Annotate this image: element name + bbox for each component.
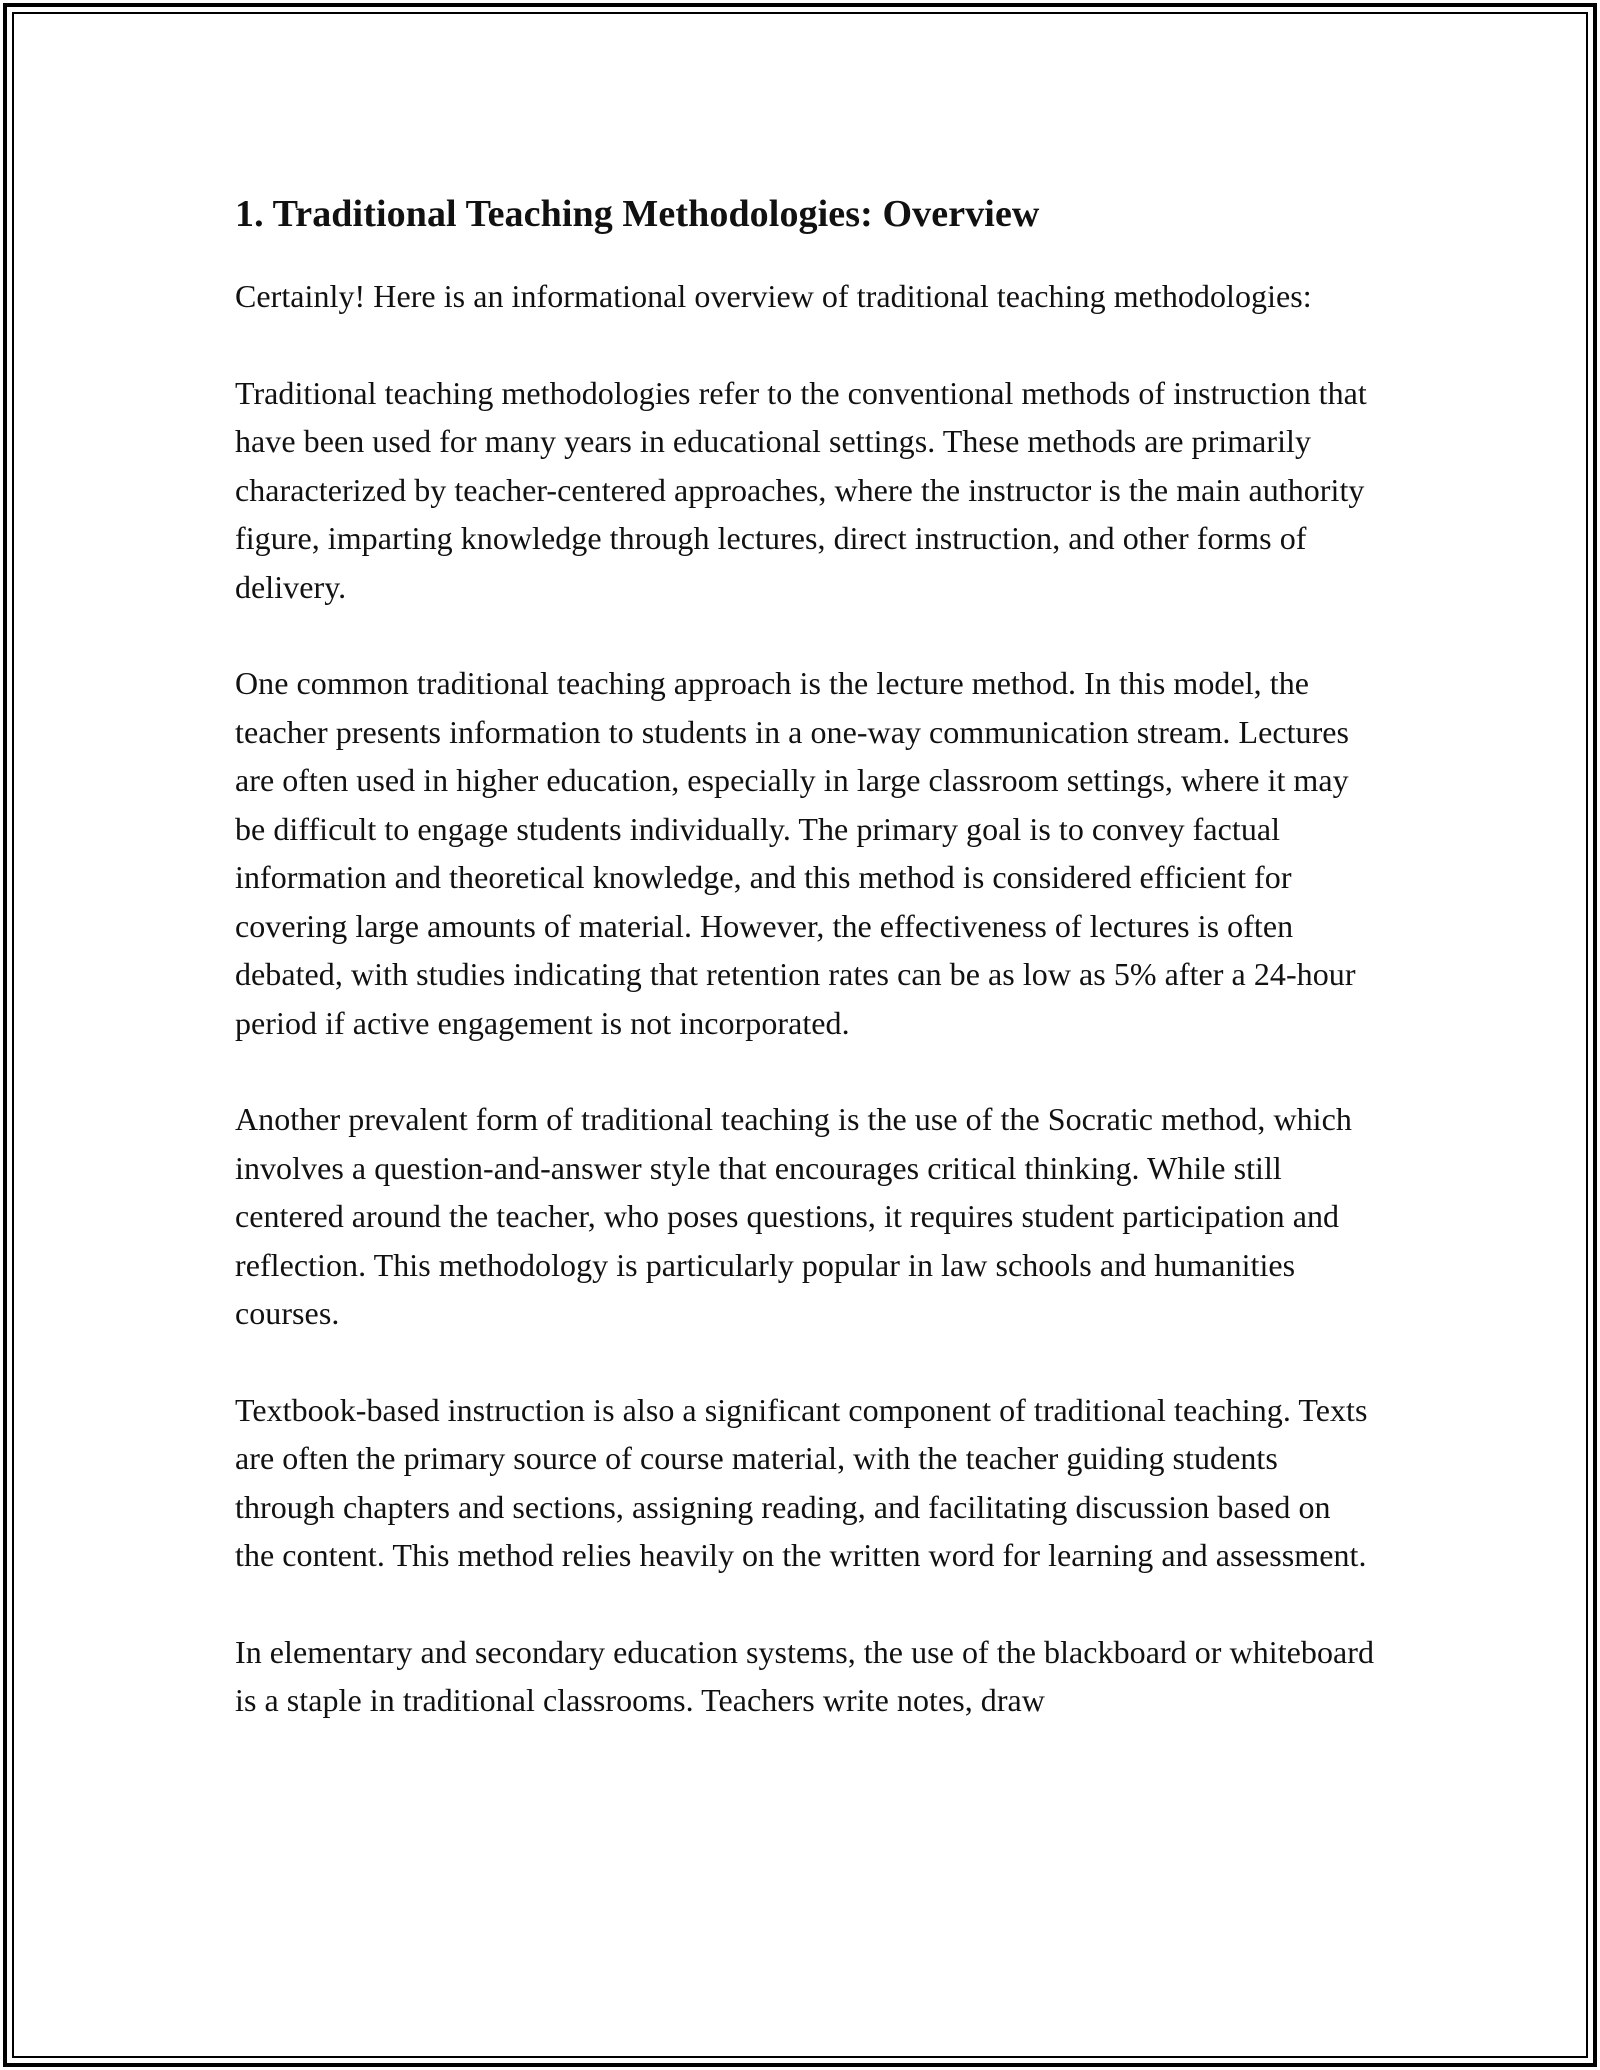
- section-heading: 1. Traditional Teaching Methodologies: Overview: [235, 193, 1040, 235]
- paragraph-lecture-method: One common traditional teaching approach is the lecture method. In this model, the teacher presents information to students in a one-way communication stream. Lectures are often used in higher education, especially in large classroom settings, where it may be difficult to engage students individually. The primary goal is to convey factual information and theoretical knowledge, and this method is considered efficient for covering large amounts of material. However, the effectiveness of lectures is often debated, with studies indicating that retention rates can be as low as 5% after a 24-hour period if active engagement is not incorporated.: [235, 665, 1356, 1041]
- paragraph-socratic-method: Another prevalent form of traditional teaching is the use of the Socratic method, which involves a question-and-answer style that encourages critical thinking. While still centered around the teacher, who poses questions, it requires student participation and reflection. This methodology is particularly popular in law schools and humanities courses.: [235, 1101, 1352, 1331]
- paragraph-blackboard: In elementary and secondary education systems, the use of the blackboard or whiteboard is a staple in traditional classrooms. Teachers write notes, draw: [235, 1633, 1375, 1718]
- paragraph-definition: Traditional teaching methodologies refer to the conventional methods of instruction that have been used for many years in educational settings. These methods are primarily characterized by teacher-centered approaches, where the instructor is the main authority figure, imparting knowledge through lectures, direct instruction, and other forms of delivery.: [235, 374, 1367, 605]
- document-body: [235, 188, 1375, 1773]
- paragraph-intro: Certainly! Here is an informational overview of traditional teaching methodologies:: [235, 278, 1312, 314]
- paragraph-textbook-instruction: Textbook-based instruction is also a significant component of traditional teaching. Texts are often the primary source of course material, with the teacher guiding students through chapters and sections, assigning reading, and facilitating discussion based on the content. This method relies heavily on the written word for learning and assessment.: [235, 1391, 1368, 1573]
